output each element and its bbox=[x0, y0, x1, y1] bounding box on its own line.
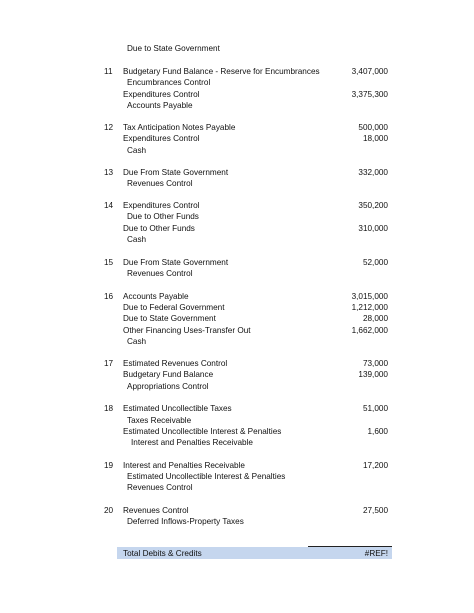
journal-line bbox=[0, 211, 474, 222]
credit-account: Taxes Receivable bbox=[127, 416, 192, 425]
debit-amount: 3,375,300 bbox=[351, 90, 388, 99]
debit-account: Due to Other Funds bbox=[123, 224, 195, 233]
debit-amount: 139,000 bbox=[358, 370, 388, 379]
debit-account: Interest and Penalties Receivable bbox=[123, 461, 245, 470]
journal-line bbox=[0, 358, 474, 369]
journal-line bbox=[0, 381, 474, 392]
credit-account: Cash bbox=[127, 235, 147, 244]
journal-line bbox=[0, 77, 474, 88]
debit-account: Expenditures Control bbox=[123, 201, 200, 210]
journal-line bbox=[0, 223, 474, 234]
journal-line bbox=[0, 313, 474, 324]
journal-line bbox=[0, 516, 474, 527]
debit-amount: 27,500 bbox=[362, 506, 388, 515]
journal-line bbox=[0, 122, 474, 133]
debit-amount: 350,200 bbox=[358, 201, 388, 210]
journal-line bbox=[0, 200, 474, 211]
journal-line bbox=[0, 460, 474, 471]
journal-line bbox=[0, 471, 474, 482]
debit-account: Budgetary Fund Balance bbox=[123, 370, 214, 379]
journal-line bbox=[0, 234, 474, 245]
credit-account: Accounts Payable bbox=[127, 101, 193, 110]
entry-number: 19 bbox=[104, 461, 114, 470]
journal-line bbox=[0, 403, 474, 414]
credit-account: Estimated Uncollectible Interest & Penalties bbox=[127, 472, 286, 481]
credit-account: Due to State Government bbox=[127, 44, 220, 53]
journal-line bbox=[0, 133, 474, 144]
debit-account: Due to Federal Government bbox=[123, 303, 225, 312]
credit-account: Encumbrances Control bbox=[127, 78, 211, 87]
credit-account: Revenues Control bbox=[127, 483, 193, 492]
debit-account: Expenditures Control bbox=[123, 134, 200, 143]
total-label: Total Debits & Credits bbox=[123, 549, 202, 558]
journal-line bbox=[0, 426, 474, 437]
debit-amount: 51,000 bbox=[362, 404, 388, 413]
entry-number: 17 bbox=[104, 359, 114, 368]
debit-amount: 17,200 bbox=[362, 461, 388, 470]
debit-account: Accounts Payable bbox=[123, 292, 189, 301]
debit-amount: 310,000 bbox=[358, 224, 388, 233]
total-amount: #REF! bbox=[364, 549, 388, 558]
entry-number: 11 bbox=[104, 67, 113, 76]
debit-account: Estimated Uncollectible Interest & Penalties bbox=[123, 427, 282, 436]
debit-account: Estimated Uncollectible Taxes bbox=[123, 404, 232, 413]
debit-amount: 28,000 bbox=[362, 314, 388, 323]
debit-amount: 332,000 bbox=[358, 168, 388, 177]
debit-amount: 73,000 bbox=[362, 359, 388, 368]
debit-account: Tax Anticipation Notes Payable bbox=[123, 123, 236, 132]
debit-amount: 3,015,000 bbox=[351, 292, 388, 301]
entry-number: 12 bbox=[104, 123, 114, 132]
debit-amount: 18,000 bbox=[362, 134, 388, 143]
entry-number: 18 bbox=[104, 404, 114, 413]
credit-account: Revenues Control bbox=[127, 269, 193, 278]
journal-line bbox=[0, 66, 474, 77]
credit-account: Cash bbox=[127, 146, 147, 155]
credit-account: Appropriations Control bbox=[127, 382, 209, 391]
journal-line bbox=[0, 369, 474, 380]
debit-amount: 1,212,000 bbox=[351, 303, 388, 312]
journal-line bbox=[0, 257, 474, 268]
journal-line bbox=[0, 482, 474, 493]
journal-line bbox=[0, 325, 474, 336]
journal-line bbox=[0, 145, 474, 156]
debit-account: Estimated Revenues Control bbox=[123, 359, 228, 368]
entry-number: 20 bbox=[104, 506, 114, 515]
journal-line bbox=[0, 100, 474, 111]
debit-account: Other Financing Uses-Transfer Out bbox=[123, 326, 251, 335]
journal-line bbox=[0, 437, 474, 448]
credit-account: Revenues Control bbox=[127, 179, 193, 188]
debit-amount: 1,662,000 bbox=[351, 326, 388, 335]
journal-line bbox=[0, 291, 474, 302]
debit-amount: 1,600 bbox=[367, 427, 388, 436]
debit-amount: 500,000 bbox=[358, 123, 388, 132]
entry-number: 16 bbox=[104, 292, 114, 301]
debit-account: Budgetary Fund Balance - Reserve for Encumbrances bbox=[123, 67, 320, 76]
journal-line bbox=[0, 415, 474, 426]
debit-amount: 3,407,000 bbox=[351, 67, 388, 76]
debit-account: Revenues Control bbox=[123, 506, 189, 515]
debit-amount: 52,000 bbox=[362, 258, 388, 267]
total-amount-rule bbox=[308, 546, 392, 547]
credit-account: Cash bbox=[127, 337, 147, 346]
journal-line bbox=[0, 268, 474, 279]
journal-line bbox=[0, 167, 474, 178]
journal-line bbox=[0, 302, 474, 313]
entry-number: 14 bbox=[104, 201, 114, 210]
debit-account: Expenditures Control bbox=[123, 90, 200, 99]
journal-line bbox=[0, 505, 474, 516]
debit-account: Due From State Government bbox=[123, 258, 229, 267]
debit-account: Due to State Government bbox=[123, 314, 216, 323]
entry-number: 13 bbox=[104, 168, 114, 177]
credit-account: Deferred Inflows-Property Taxes bbox=[127, 517, 244, 526]
credit-account: Interest and Penalties Receivable bbox=[131, 438, 253, 447]
journal-line bbox=[0, 89, 474, 100]
entry-number: 15 bbox=[104, 258, 114, 267]
journal-line bbox=[0, 178, 474, 189]
journal-line bbox=[0, 336, 474, 347]
journal-line bbox=[0, 43, 474, 54]
debit-account: Due From State Government bbox=[123, 168, 229, 177]
credit-account: Due to Other Funds bbox=[127, 212, 199, 221]
